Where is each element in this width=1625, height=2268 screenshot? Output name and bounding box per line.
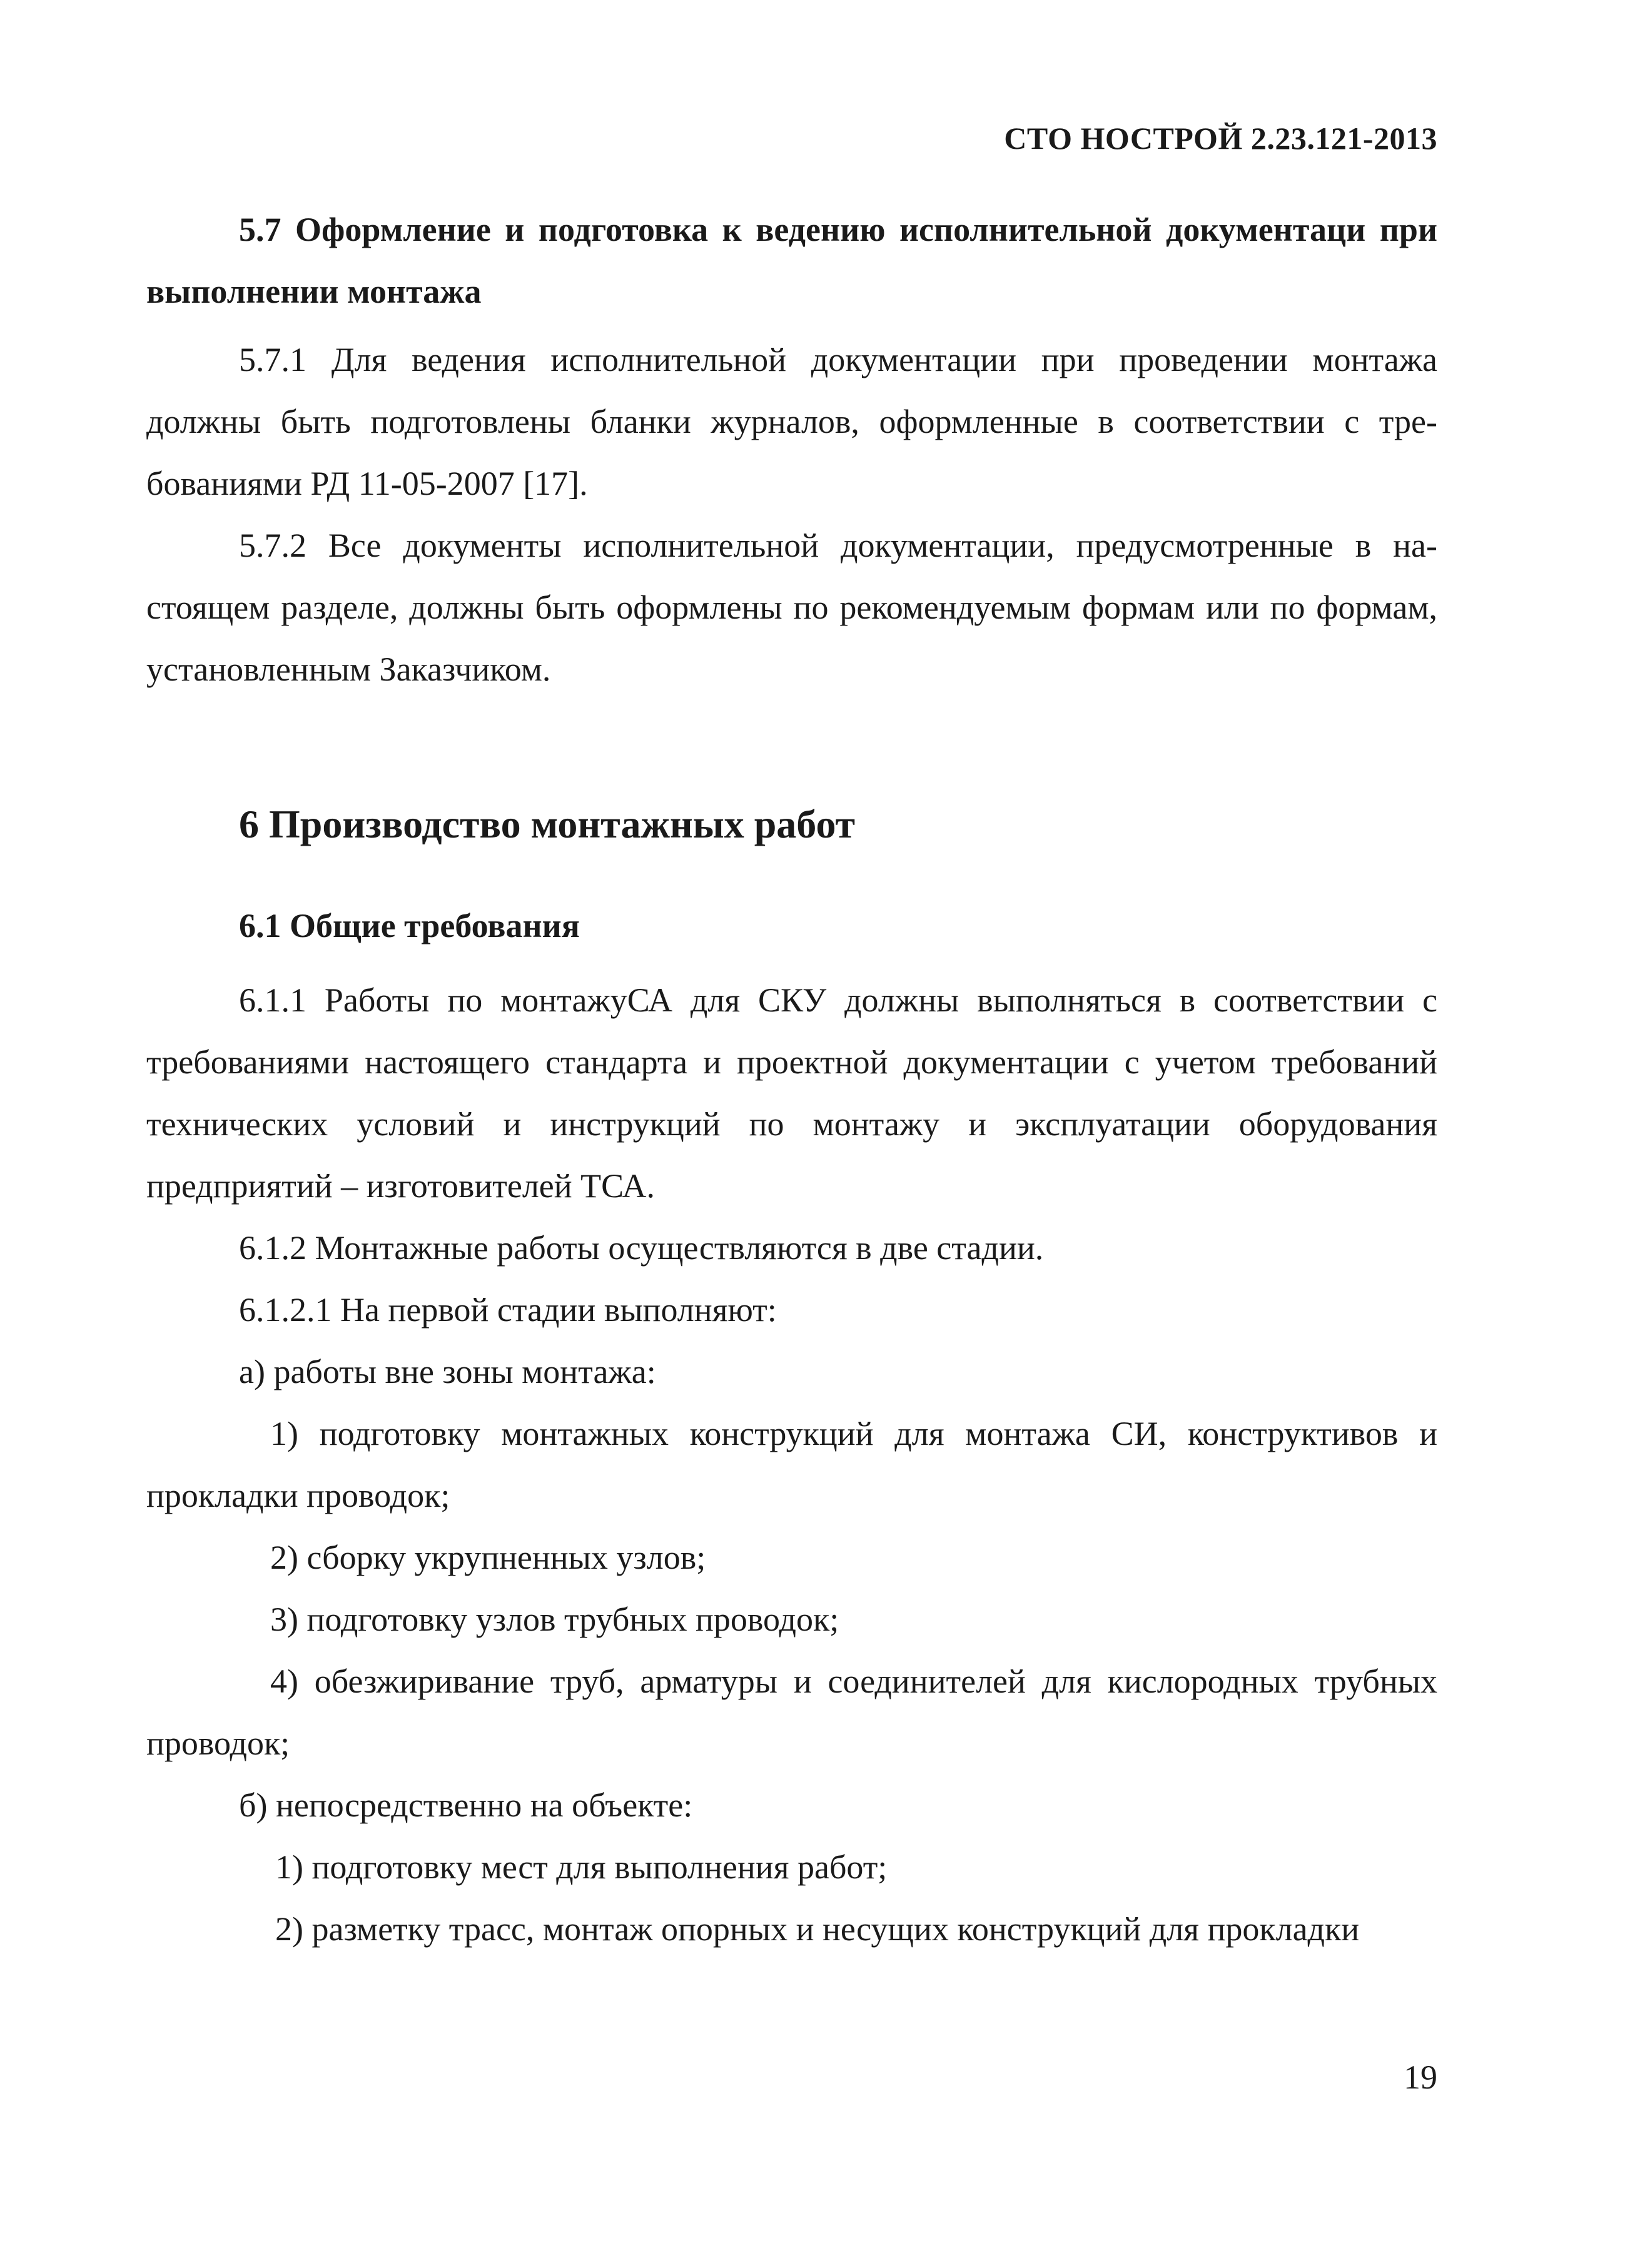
list-item-a-1: 1) подготовку монтажных конструкций для монтажа СИ, конструктивов и прокладки проводок;	[146, 1415, 1437, 1514]
list-item-b-2: 2) разметку трасс, монтаж опорных и несущих конструкций для прокладки	[275, 1910, 1360, 1948]
section-title-6: 6 Производство монтажных работ	[239, 802, 856, 846]
document-code-header: СТО НОСТРОЙ 2.23.121-2013	[1004, 121, 1437, 156]
paragraph-5-7-1: 5.7.1 Для ведения исполнительной документации при проведении монтажа должны быть подготовлены бланки журналов, оформленные в соответствии с требованиями РД 11-05-2007 [17].	[146, 341, 1437, 502]
paragraph-5-7-2: 5.7.2 Все документы исполнительной документации, предусмотренные в настоящем разделе, должны быть оформлены по рекомендуемым формам или по формам, установленным Заказчиком.	[146, 527, 1437, 688]
list-item-b: б) непосредственно на объекте:	[239, 1786, 693, 1824]
list-item-b-1: 1) подготовку мест для выполнения работ;	[275, 1848, 888, 1886]
list-item-a-3: 3) подготовку узлов трубных проводок;	[270, 1601, 839, 1638]
paragraph-6-1-2-1: 6.1.2.1 На первой стадии выполняют:	[239, 1291, 777, 1329]
list-item-a: а) работы вне зоны монтажа:	[239, 1353, 656, 1390]
paragraph-6-1-2: 6.1.2 Монтажные работы осуществляются в две стадии.	[239, 1229, 1044, 1267]
subsection-title-6-1: 6.1 Общие требования	[239, 907, 580, 944]
list-item-a-2: 2) сборку укрупненных узлов;	[270, 1539, 706, 1576]
page-body	[146, 199, 1437, 1960]
page-number: 19	[1404, 2058, 1437, 2096]
list-item-a-4: 4) обезжиривание труб, арматуры и соединителей для кислородных трубных проводок;	[146, 1663, 1437, 1762]
paragraph-6-1-1: 6.1.1 Работы по монтажуСА для СКУ должны выполняться в соответствии с требованиями настоящего стандарта и проектной документации с учетом требований технических условий и инструкций по монтажу и эксплуатации оборудования предприятий – изготовителей ТСА.	[146, 981, 1437, 1205]
subsection-title-5-7: 5.7 Оформление и подготовка к ведению исполнительной документаци при выполнении монтажа	[146, 211, 1437, 310]
